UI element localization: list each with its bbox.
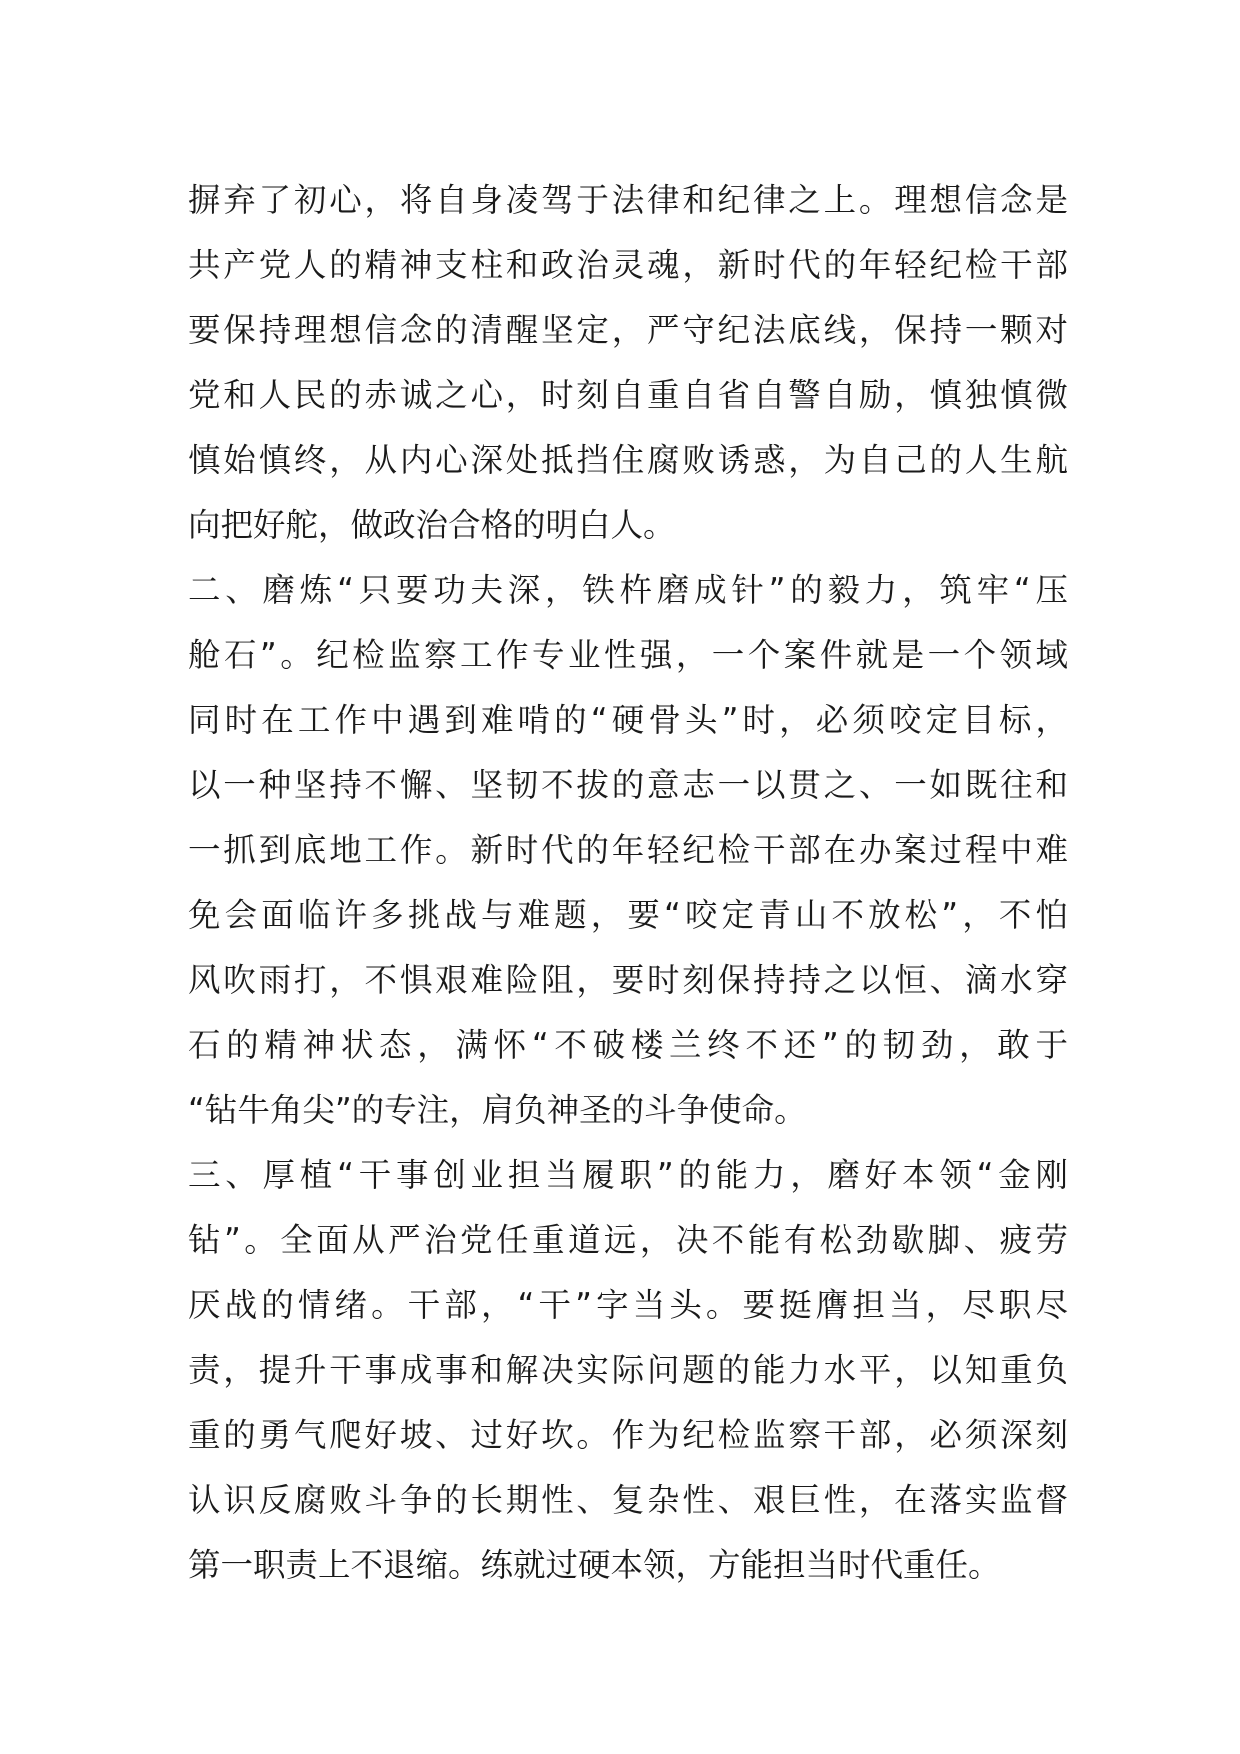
text-line: 摒弃了初心，将自身凌驾于法律和纪律之上。理想信念是 [188,181,1068,219]
document-body [188,168,1068,1598]
text-line: 二、磨炼“只要功夫深，铁杵磨成针”的毅力，筑牢“压 [188,571,1068,609]
text-line: 慎始慎终，从内心深处抵挡住腐败诱惑，为自己的人生航 [188,441,1068,479]
text-line: 钻”。全面从严治党任重道远，决不能有松劲歇脚、疲劳 [188,1221,1068,1259]
text-line: 同时在工作中遇到难啃的“硬骨头”时，必须咬定目标， [188,701,1068,739]
text-line: 要保持理想信念的清醒坚定，严守纪法底线，保持一颗对 [188,311,1068,349]
text-line: “钻牛角尖”的专注，肩负神圣的斗争使命。 [188,1091,807,1129]
text-line: 第一职责上不退缩。练就过硬本领，方能担当时代重任。 [188,1546,1001,1584]
text-line: 认识反腐败斗争的长期性、复杂性、艰巨性，在落实监督 [188,1481,1068,1519]
text-line: 责，提升干事成事和解决实际问题的能力水平，以知重负 [188,1351,1068,1389]
text-line: 三、厚植“干事创业担当履职”的能力，磨好本领“金刚 [188,1156,1068,1194]
text-line: 向把好舵，做政治合格的明白人。 [188,506,676,544]
text-line: 以一种坚持不懈、坚韧不拔的意志一以贯之、一如既往和 [188,766,1068,804]
text-line: 党和人民的赤诚之心，时刻自重自省自警自励，慎独慎微 [188,376,1068,414]
text-line: 重的勇气爬好坡、过好坎。作为纪检监察干部，必须深刻 [188,1416,1068,1454]
text-line: 石的精神状态，满怀“不破楼兰终不还”的韧劲，敢于 [188,1026,1068,1064]
text-line: 厌战的情绪。干部，“干”字当头。要挺膺担当，尽职尽 [188,1286,1068,1324]
text-line: 风吹雨打，不惧艰难险阻，要时刻保持持之以恒、滴水穿 [188,961,1068,999]
text-line: 免会面临许多挑战与难题，要“咬定青山不放松”，不怕 [188,896,1068,934]
text-line: 舱石”。纪检监察工作专业性强，一个案件就是一个领域 [188,636,1068,674]
text-line: 共产党人的精神支柱和政治灵魂，新时代的年轻纪检干部 [188,246,1068,284]
text-line: 一抓到底地工作。新时代的年轻纪检干部在办案过程中难 [188,831,1068,869]
